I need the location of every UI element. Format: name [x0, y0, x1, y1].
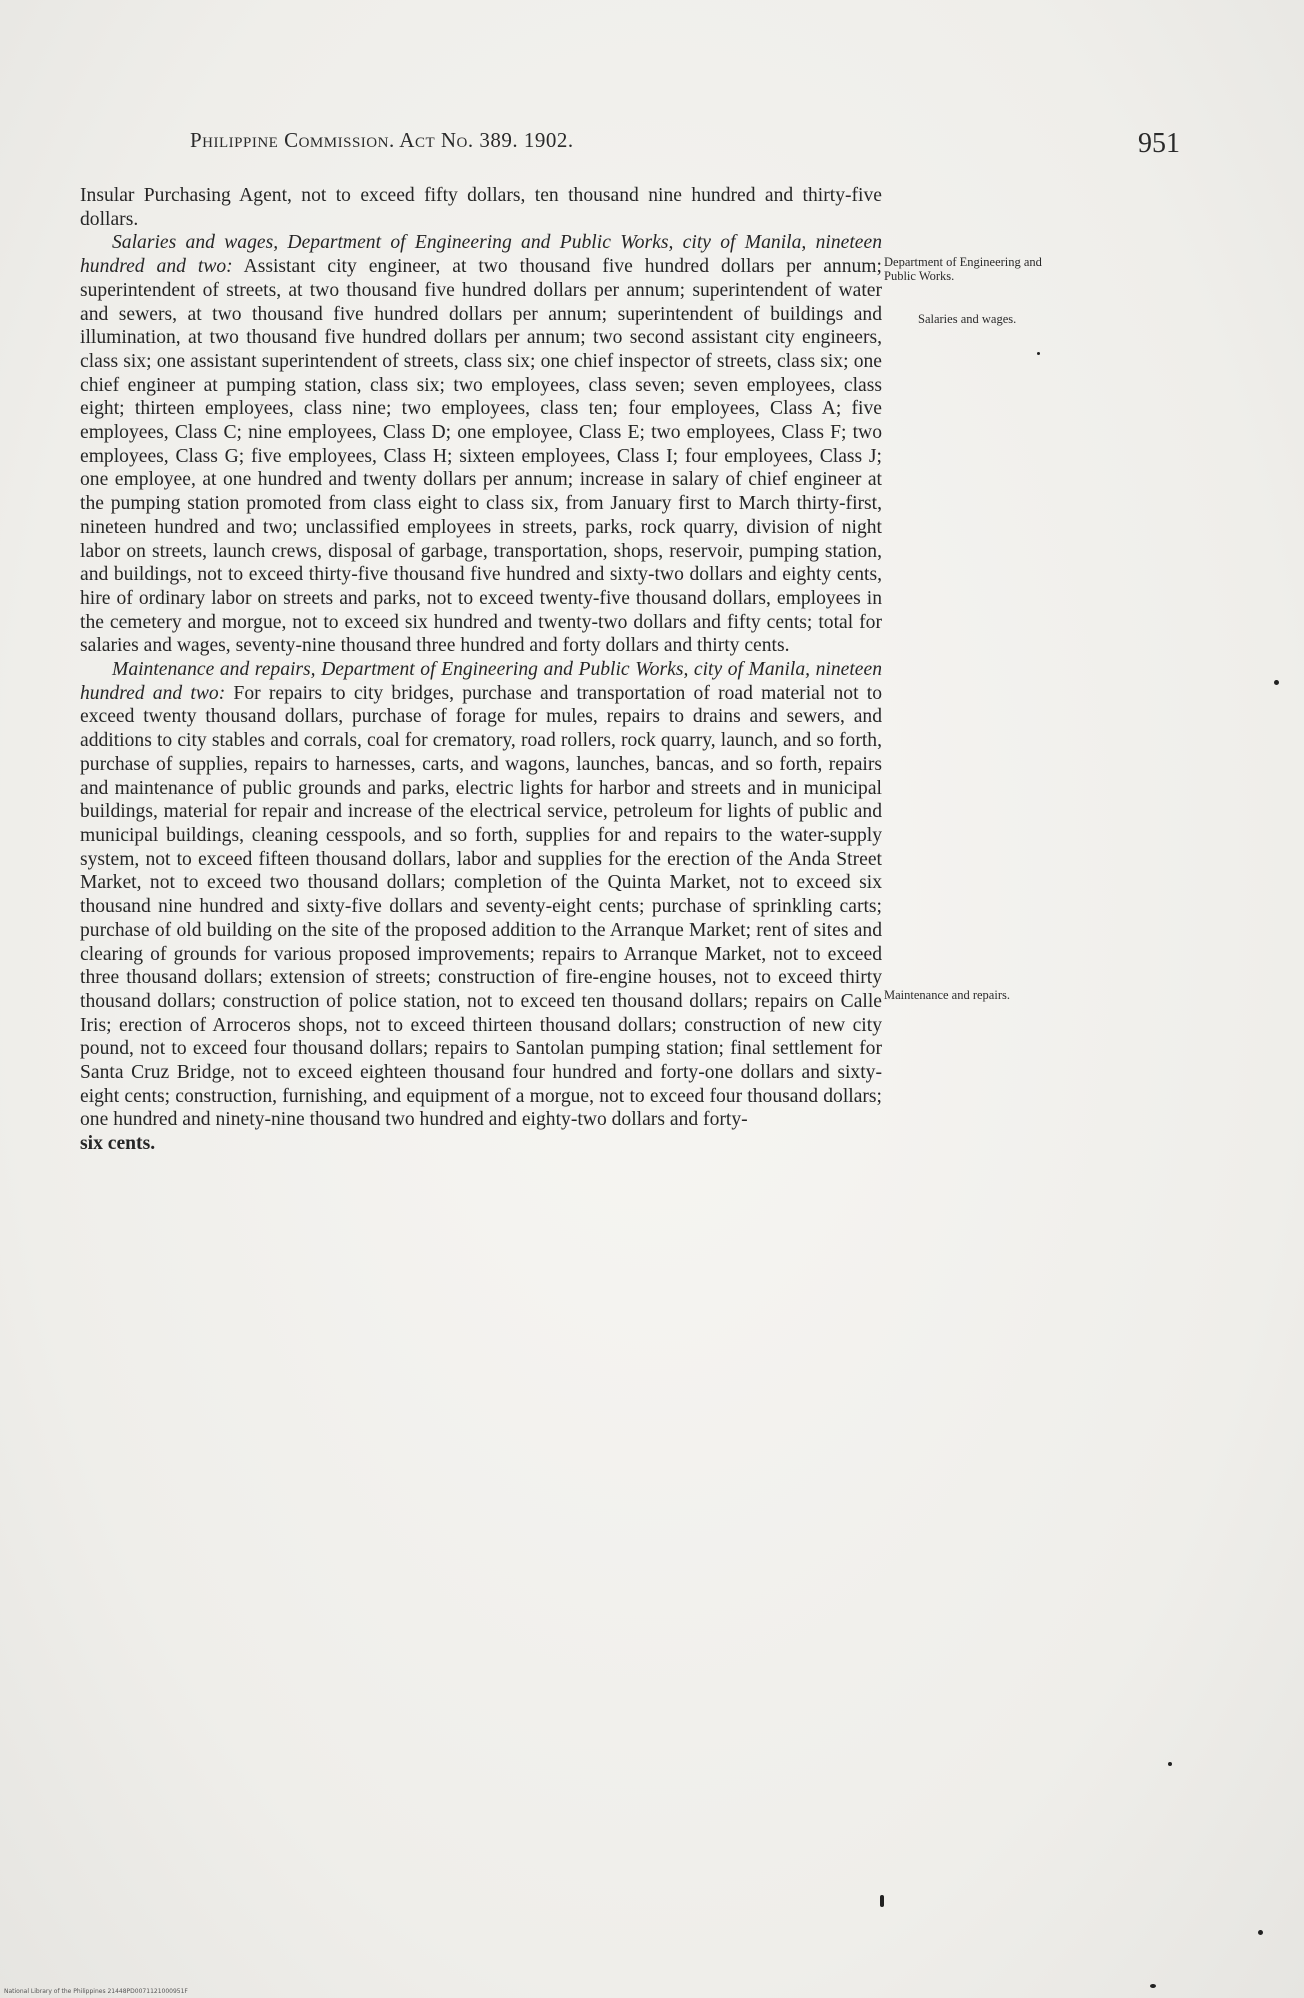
scan-speck: [1258, 1930, 1263, 1935]
scan-speck: [1037, 352, 1040, 355]
scan-speck: [880, 1895, 884, 1907]
salaries-body: Assistant city engineer, at two thousand five hundred dollars per annum; superintendent of streets, at two thousand five hundred dollars per annum; superintendent of water and sewers, at two thousand five hundred dollars per annum; superintendent of buildings and illumination, at two thousand five hundred dollars per annum; two second assistant city engineers, class six; one assistant superintendent of streets, class six; one chief inspector of streets, class six; one chief engineer at pumping station, class six; two employees, class seven; seven employees, class eight; thirteen employees, class nine; two employees, class ten; four employees, Class A; five employees, Class C; nine employees, Class D; one employee, Class E; two employees, Class F; two employees, Class G; five employees, Class H; sixteen employees, Class I; four employees, Class J; one employee, at one hundred and twenty dollars per annum; increase in salary of chief engineer at the pumping station promoted from class eight to class six, from January first to March thirty-first, nineteen hundred and two; unclassified employees in streets, parks, rock quarry, division of night labor on streets, launch crews, disposal of garbage, transportation, shops, reservoir, pumping station, and buildings, not to exceed thirty-five thousand five hundred and sixty-two dollars and eighty cents, hire of ordinary labor on streets and parks, not to exceed twenty-five thousand dollars, employees in the cemetery and morgue, not to exceed six hundred and twenty-two dollars and fifty cents; total for salaries and wages, seventy-nine thousand three hundred and forty dollars and thirty cents.: [80, 256, 882, 657]
salaries-heading: Salaries and wages, Department of Engineering and Public Works, city of Manila, nineteen hundred and two:: [80, 232, 882, 278]
footer-imprint: National Library of the Philippines 21448PD0071121000951F: [4, 1988, 188, 1995]
maintenance-body: For repairs to city bridges, purchase and transportation of road material not to exceed twenty thousand dollars, purchase of forage for mules, repairs to drains and sewers, and additions to city stables and corrals, coal for crematory, road rollers, rock quarry, launch, and so forth, purchase of supplies, repairs to harnesses, carts, and wagons, launches, bancas, and so forth, repairs and maintenance of public grounds and parks, electric lights for harbor and streets and in municipal buildings, material for repair and increase of the electrical service, petroleum for lights of public and municipal buildings, cleaning cesspools, and so forth, supplies for and repairs to the water-supply system, not to exceed fifteen thousand dollars, labor and supplies for the erection of the Anda Street Market, not to exceed two thousand dollars; completion of the Quinta Market, not to exceed six thousand nine hundred and sixty-five dollars and seventy-eight cents; purchase of sprinkling carts; purchase of old building on the site of the proposed addition to the Arranque Market; rent of sites and clearing of grounds for various proposed improvements; repairs to Arranque Market, not to exceed three thousand dollars; extension of streets; construction of fire-engine houses, not to exceed thirty thousand dollars; construction of police station, not to exceed ten thousand dollars; repairs on Calle Iris; erection of Arroceros shops, not to exceed thirteen thousand dollars; construction of new city pound, not to exceed four thousand dollars; repairs to Santolan pumping station; final settlement for Santa Cruz Bridge, not to exceed eighteen thousand four hundred and forty-one dollars and sixty-eight cents; construction, furnishing, and equipment of a morgue, not to exceed four thousand dollars; one hundred and ninety-nine thousand two hundred and eighty-two dollars and forty-: [80, 682, 882, 1131]
running-head: Philippine Commission. Act No. 389. 1902.: [190, 128, 574, 152]
scan-speck: [1150, 1984, 1156, 1988]
page-header: [0, 128, 1304, 168]
scan-speck: [1168, 1762, 1172, 1766]
paragraph-salaries: [80, 231, 882, 658]
page-number: 951: [1138, 128, 1180, 159]
paragraph-maintenance: [80, 658, 882, 1156]
maintenance-heading: Maintenance and repairs, Department of Engineering and Public Works, city of Manila, nineteen hundred and two:: [80, 659, 882, 704]
maintenance-last-line: six cents.: [80, 1133, 156, 1155]
margin-note-maintenance: Maintenance and repairs.: [884, 988, 1010, 1002]
margin-note-department: Department of Engineering and Public Works.: [884, 255, 1042, 283]
paragraph-continuation: Insular Purchasing Agent, not to exceed fifty dollars, ten thousand nine hundred and thirty-five dollars.: [80, 185, 882, 230]
margin-note-salaries: Salaries and wages.: [918, 312, 1017, 326]
body-text: [80, 184, 882, 1156]
scan-speck: [1274, 680, 1279, 685]
